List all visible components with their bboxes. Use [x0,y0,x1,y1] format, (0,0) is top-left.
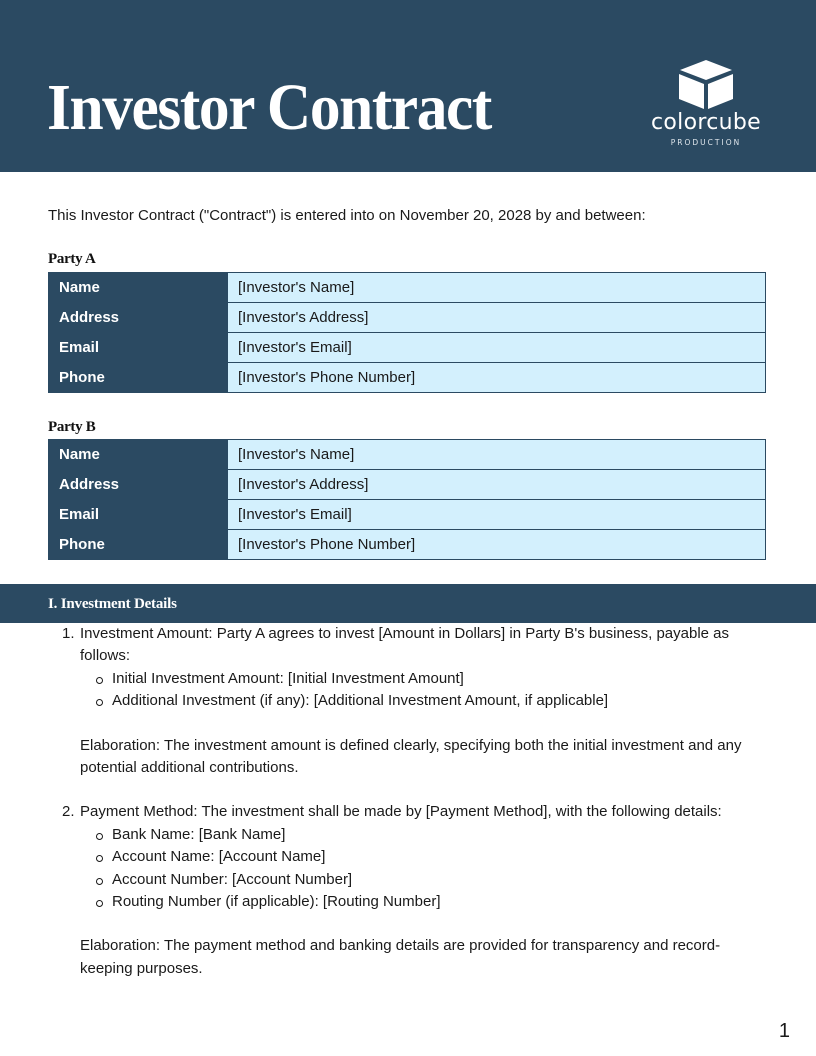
party-b-name-label: Name [49,440,228,470]
logo-name: colorcube [651,110,761,135]
party-b-email-label: Email [49,500,228,530]
bullet-item: Account Number: [Account Number] [112,869,770,891]
table-row [49,333,766,363]
elaboration-text: Elaboration: The payment method and banking details are provided for transparency and record-keeping purposes. [80,937,721,977]
table-row [49,363,766,393]
party-b-phone-label: Phone [49,530,228,560]
table-row [49,530,766,560]
party-b-name-value: [Investor's Name] [228,440,766,470]
bullet-item: Additional Investment (if any): [Additional Investment Amount, if applicable] [112,690,770,712]
bullet-list [80,824,770,914]
table-row [49,470,766,500]
cube-icon [676,58,736,110]
list-item [0,801,770,980]
table-row [49,440,766,470]
bullet-item: Routing Number (if applicable): [Routing Number] [112,891,770,913]
party-a-email-label: Email [49,333,228,363]
party-b-heading: Party B [48,419,96,435]
party-b-email-value: [Investor's Email] [228,500,766,530]
bullet-item: Initial Investment Amount: [Initial Investment Amount] [112,668,770,690]
party-b-phone-value: [Investor's Phone Number] [228,530,766,560]
table-row [49,273,766,303]
section-header-bar [0,584,816,623]
logo-subtitle: PRODUCTION [670,138,742,147]
list-item-text: Investment Amount: Party A agrees to invest [Amount in Dollars] in Party B's business, payable as follows: [80,625,730,665]
party-a-address-value: [Investor's Address] [228,303,766,333]
list-item [0,623,770,779]
bullet-item: Bank Name: [Bank Name] [112,824,770,846]
header-banner [0,0,816,172]
list-item-text: Payment Method: The investment shall be made by [Payment Method], with the following details: [80,803,722,821]
party-a-name-value: [Investor's Name] [228,273,766,303]
intro-paragraph: This Investor Contract ("Contract") is entered into on November 20, 2028 by and between: [48,207,646,224]
elaboration-text: Elaboration: The investment amount is defined clearly, specifying both the initial investment and any potential additional contributions. [80,736,742,777]
party-a-table [48,272,766,393]
list-item-number: 2. [62,803,75,821]
document-title: Investor Contract [47,71,491,144]
party-b-address-value: [Investor's Address] [228,470,766,500]
party-a-heading: Party A [48,251,96,267]
page-number: 1 [778,1020,790,1042]
party-a-address-label: Address [49,303,228,333]
party-b-table [48,439,766,560]
party-a-email-value: [Investor's Email] [228,333,766,363]
party-a-phone-label: Phone [49,363,228,393]
list-item-number: 1. [62,625,75,642]
bullet-list [80,668,770,713]
company-logo [648,58,764,150]
investment-details-list [0,623,816,980]
party-a-phone-value: [Investor's Phone Number] [228,363,766,393]
party-b-address-label: Address [49,470,228,500]
party-a-name-label: Name [49,273,228,303]
table-row [49,303,766,333]
section-title: I. Investment Details [48,596,177,612]
table-row [49,500,766,530]
bullet-item: Account Name: [Account Name] [112,846,770,868]
